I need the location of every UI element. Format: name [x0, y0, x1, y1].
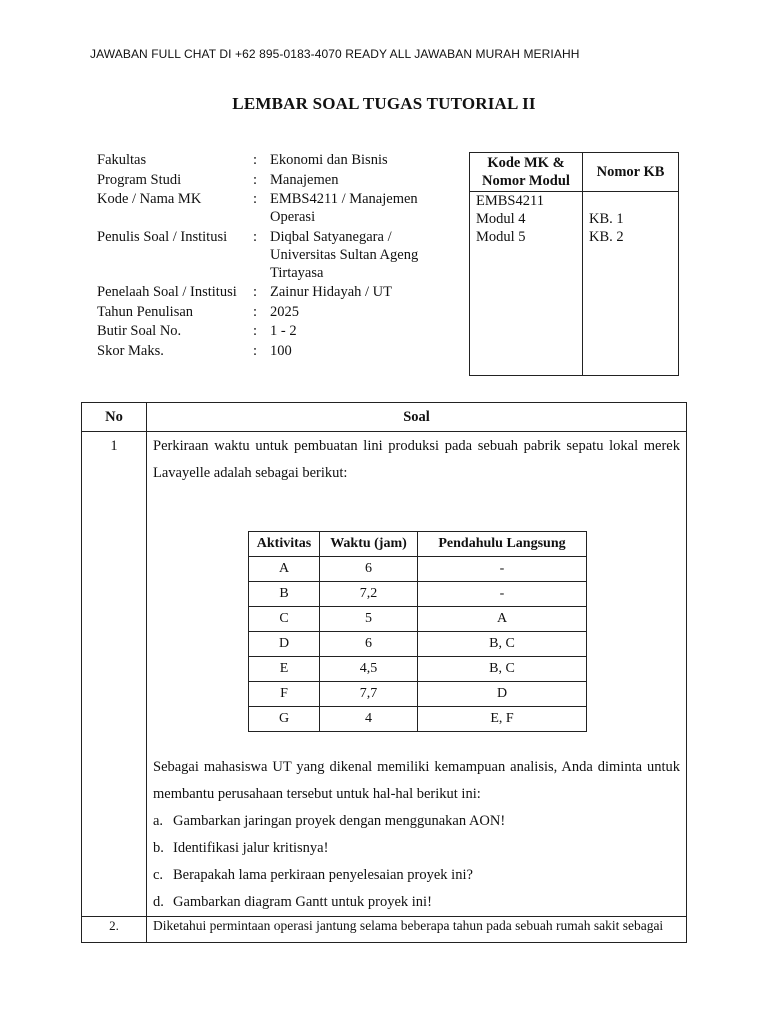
question-item-a	[153, 808, 680, 835]
activity-cell: B, C	[418, 657, 587, 682]
meta-row-penulis	[97, 228, 457, 282]
kode-col1-cell	[470, 192, 583, 376]
activity-cell: -	[418, 557, 587, 582]
activity-row	[249, 682, 587, 707]
meta-label: Penelaah Soal / Institusi	[97, 284, 237, 300]
activity-header-aktivitas: Aktivitas	[249, 532, 320, 557]
meta-row-butir	[97, 322, 457, 340]
kode-col1-line: EMBS4211	[476, 193, 544, 209]
meta-value: Manajemen	[270, 171, 339, 188]
meta-label: Program Studi	[97, 171, 182, 188]
meta-label: Penulis Soal / Institusi	[97, 228, 228, 245]
meta-value: Ekonomi dan Bisnis	[270, 152, 388, 168]
activity-row	[249, 707, 587, 732]
soal-table	[81, 402, 687, 943]
meta-label: Kode / Nama MK	[97, 191, 202, 207]
item-letter: d.	[153, 894, 164, 910]
activity-cell: C	[249, 607, 320, 632]
activity-cell: B	[249, 582, 320, 607]
soal-header-soal: Soal	[147, 403, 687, 432]
meta-row-penelaah	[97, 283, 457, 301]
meta-label: Tahun Penulisan	[97, 303, 194, 320]
document-title: LEMBAR SOAL TUGAS TUTORIAL II	[232, 94, 536, 113]
activity-cell: B, C	[418, 632, 587, 657]
kode-col1-line: Modul 5	[476, 229, 526, 245]
meta-row-tahun	[97, 303, 457, 321]
activity-row	[249, 557, 587, 582]
activity-row	[249, 582, 587, 607]
question-number: 2.	[82, 917, 147, 943]
question-content: Diketahui permintaan operasi jantung selama beberapa tahun pada sebuah rumah sakit sebagai	[147, 917, 687, 943]
question-row-2	[82, 917, 687, 943]
item-text: Gambarkan jaringan proyek dengan menggunakan AON!	[173, 813, 506, 829]
activity-cell: 7,7	[320, 682, 418, 707]
meta-value: 1 - 2	[270, 323, 297, 339]
activity-cell: A	[249, 557, 320, 582]
kode-header-nomor-kb: Nomor KB	[583, 153, 679, 192]
meta-colon: :	[253, 152, 258, 168]
activity-cell: 6	[320, 632, 418, 657]
kode-col2-line: KB. 2	[589, 229, 624, 245]
meta-info	[97, 151, 457, 361]
meta-value: EMBS4211 / Manajemen Operasi	[270, 191, 418, 225]
activity-cell: A	[418, 607, 587, 632]
activity-cell: D	[418, 682, 587, 707]
activity-cell: D	[249, 632, 320, 657]
meta-row-program-studi	[97, 171, 457, 189]
activity-header-waktu: Waktu (jam)	[320, 532, 418, 557]
meta-colon: :	[253, 284, 258, 300]
activity-cell: E, F	[418, 707, 587, 732]
activity-cell: 4	[320, 707, 418, 732]
kode-header-kode-mk: Kode MK & Nomor Modul	[470, 153, 583, 192]
kode-col1-line: Modul 4	[476, 211, 526, 227]
activity-cell: -	[418, 582, 587, 607]
meta-value: Diqbal Satyanegara / Universitas Sultan Ageng Tirtayasa	[270, 228, 419, 281]
activity-row	[249, 607, 587, 632]
activity-row	[249, 657, 587, 682]
question-number: 1	[82, 432, 147, 917]
meta-colon: :	[253, 323, 258, 339]
meta-colon: :	[253, 171, 258, 188]
kode-col2-line: KB. 1	[589, 211, 624, 227]
kode-mk-table	[469, 152, 679, 376]
item-letter: c.	[153, 867, 164, 883]
question-paragraph: Sebagai mahasiswa UT yang dikenal memiliki kemampuan analisis, Anda diminta untuk membantu perusahaan tersebut untuk hal-hal berikut ini:	[153, 759, 680, 802]
kode-col2-line	[589, 192, 672, 210]
item-text: Gambarkan diagram Gantt untuk proyek ini!	[173, 894, 432, 910]
activity-cell: F	[249, 682, 320, 707]
meta-colon: :	[253, 228, 258, 245]
activity-cell: G	[249, 707, 320, 732]
meta-label: Butir Soal No.	[97, 323, 182, 339]
meta-value: 100	[270, 342, 292, 359]
meta-label: Fakultas	[97, 152, 147, 168]
question-intro: Perkiraan waktu untuk pembuatan lini produksi pada sebuah pabrik sepatu lokal merek Lavayelle adalah sebagai berikut:	[153, 438, 680, 481]
activity-table	[248, 531, 587, 732]
item-text: Berapakah lama perkiraan penyelesaian proyek ini?	[173, 867, 473, 883]
meta-colon: :	[253, 191, 258, 207]
meta-value: Zainur Hidayah / UT	[270, 284, 393, 300]
item-text: Identifikasi jalur kritisnya!	[173, 840, 329, 856]
activity-cell: E	[249, 657, 320, 682]
meta-row-skor	[97, 342, 457, 360]
question-item-c	[153, 862, 680, 889]
kode-col2-cell	[583, 192, 679, 376]
meta-row-kode-nama-mk	[97, 190, 457, 226]
activity-cell: 6	[320, 557, 418, 582]
question-row-1	[82, 432, 687, 917]
item-letter: b.	[153, 840, 164, 856]
meta-label: Skor Maks.	[97, 342, 164, 359]
header-note: JAWABAN FULL CHAT DI +62 895-0183-4070 READY ALL JAWABAN MURAH MERIAHH	[90, 47, 580, 61]
meta-colon: :	[253, 303, 258, 320]
question-content	[147, 432, 687, 917]
activity-cell: 7,2	[320, 582, 418, 607]
meta-row-fakultas	[97, 151, 457, 169]
question-item-d	[153, 889, 680, 916]
activity-row	[249, 632, 587, 657]
meta-colon: :	[253, 342, 258, 359]
activity-header-pendahulu: Pendahulu Langsung	[418, 532, 587, 557]
item-letter: a.	[153, 813, 164, 829]
meta-value: 2025	[270, 303, 299, 320]
activity-cell: 5	[320, 607, 418, 632]
activity-cell: 4,5	[320, 657, 418, 682]
soal-header-no: No	[82, 403, 147, 432]
question-item-b	[153, 835, 680, 862]
